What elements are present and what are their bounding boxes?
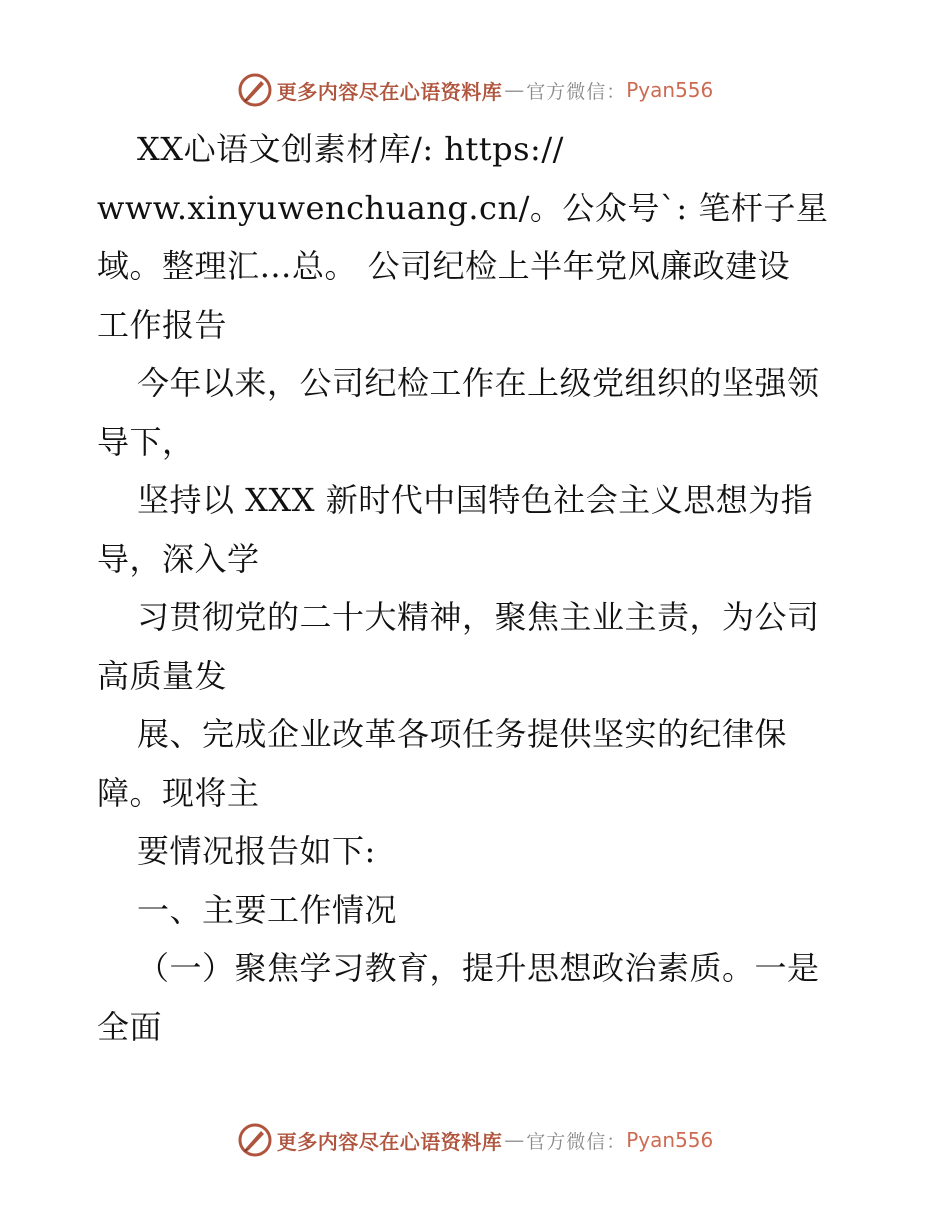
watermark-separator: — bbox=[504, 78, 525, 102]
quill-pen-circle-icon bbox=[237, 72, 273, 108]
header-watermark bbox=[0, 70, 950, 110]
text-line: 今年以来，公司纪检工作在上级党组织的坚强领 bbox=[137, 364, 820, 402]
text-line: 全面 bbox=[97, 1007, 163, 1046]
text-line: 要情况报告如下: bbox=[137, 832, 376, 870]
watermark-wechat-id: Pyan556 bbox=[626, 78, 714, 102]
watermark-official-label: 官方微信： bbox=[526, 80, 627, 103]
text-line: 导下， bbox=[97, 422, 195, 461]
text-line: 展、完成企业改革各项任务提供坚实的纪律保 bbox=[137, 715, 788, 753]
text-line: 障。现将主 bbox=[97, 773, 260, 812]
watermark-title: 更多内容尽在心语资料库 bbox=[276, 1129, 503, 1154]
footer-watermark bbox=[0, 1120, 950, 1160]
watermark-wechat-id: Pyan556 bbox=[626, 1128, 714, 1152]
text-line: （一）聚焦学习教育，提升思想政治素质。一是 bbox=[137, 949, 820, 987]
text-line: 习贯彻党的二十大精神，聚焦主业主责，为公司 bbox=[137, 598, 820, 636]
watermark-official-label: 官方微信： bbox=[526, 1130, 627, 1153]
text-line: XX心语文创素材库/: https:// bbox=[137, 130, 564, 168]
text-line: 高质量发 bbox=[97, 656, 228, 695]
watermark-separator: — bbox=[504, 1128, 525, 1152]
text-line: 域。整理汇…总。 公司纪检上半年党风廉政建设 bbox=[97, 247, 791, 285]
text-line: www.xinyuwenchuang.cn/。公众号`: 笔杆子星 bbox=[97, 188, 829, 227]
text-line: 坚持以 XXX 新时代中国特色社会主义思想为指 bbox=[137, 481, 814, 519]
quill-pen-circle-icon bbox=[237, 1122, 273, 1158]
text-line: 导，深入学 bbox=[97, 539, 260, 578]
section-heading: 一、主要工作情况 bbox=[137, 890, 398, 929]
document-body bbox=[97, 120, 867, 1056]
watermark-title: 更多内容尽在心语资料库 bbox=[276, 79, 503, 104]
text-line: 工作报告 bbox=[97, 305, 228, 344]
